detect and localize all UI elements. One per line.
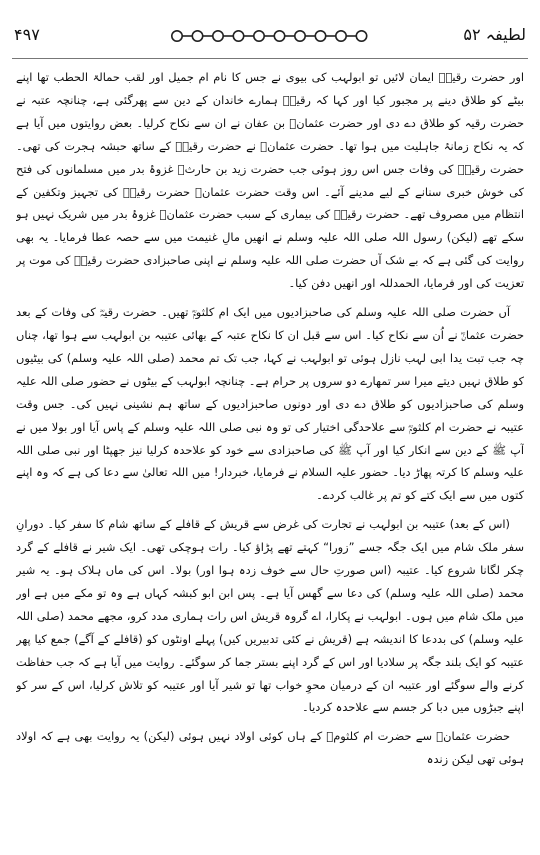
chain-of-rings-ornament-icon [170, 25, 380, 47]
section-label: لطیفہ ۵۲ [463, 24, 526, 44]
paragraph: اور حضرت رقیہؓ ایمان لائیں تو ابولہب کی بیوی نے جس کا نام ام جمیل اور لقب حمالۃ الحطب تھا اپنے بیٹے کو طلاق دینے پر مجبور کیا اور کہا کہ رقیہؓ ہمارے خاندان کے دین سے پھرگئی ہے، چنانچہ عتبہ نے حضرت رقیہ کو طلاق دے دی اور حضرت عثمانؓ بن عفان نے ان سے نکاح کرلیا۔ بعض روایتوں میں آیا ہے کہ یہ نکاح زمانۂ جاہلیت میں ہوا تھا۔ حضرت عثمانؓ نے حضرت رقیہؓ کے ساتھ حبشہ ہجرت کی تھی۔ حضرت رقیہؓ کی وفات جس اس روز ہوئی جب حضرت زید بن حارثؓ غزوۂ بدر میں مسلمانوں کی فتح کی خوش خبری سنانے کے لیے مدینے آئے۔ اس وقت حضرت عثمانؓ حضرت رقیہؓ کی تجہیز وتکفین کے انتظام میں مصروف تھے۔ حضرت رقیہؓ کی بیماری کے سبب حضرت عثمانؓ غزوۂ بدر میں شریک نہیں ہو سکے تھے (لیکن) رسول اللہ صلی اللہ علیہ وسلم نے انھیں مالِ غنیمت میں سے حصہ عطا فرمایا۔ یہ بھی روایت کی گئی ہے کہ بے شک آں حضرت صلی اللہ علیہ وسلم نے اپنی صاحبزادی حضرت رقیہؓ کی موت پر تعزیت کی اور فرمایا، الحمدللہ اور انھیں دفن کیا۔ [16, 70, 524, 291]
page-number: ۴۹۷ [14, 24, 40, 44]
paragraph: (اس کے بعد) عتیبہ بن ابولہب نے تجارت کی غرض سے قریش کے قافلے کے ساتھ شام کا سفر کیا۔ دورانِ سفر ملک شام میں ایک جگہ جسے ”زورا“ کہتے تھے پڑاؤ کیا۔ رات ہوچکی تھی۔ ایک شیر نے قافلے کے گرد چکر لگانا شروع کیا۔ عتیبہ (اس صورتِ حال سے خوف زدہ ہوا اور) بولا۔ اس کی ماں ہلاک ہو۔ یہ شیر محمد (صلی اللہ علیہ وسلم) کی دعا سے گھس آیا ہے۔ پس ابن ابو کبشہ کہاں ہے وہ تو مکے میں ہے اور میں ملک شام میں ہوں۔ ابولہب نے پکارا، اے گروہ قریش اس رات ہماری مدد کرو، مجھے محمد (صلی اللہ علیہ وسلم) کی بددعا کا اندیشہ ہے (قریش نے کئی تدبیریں کیں) پہلے اونٹوں کو (قافلے کے آگے) جمع کیا پھر عتیبہ کو ایک بلند جگہ پر سلادیا اور اس کے گرد اپنے بستر جما کر سوگئے۔ روایت میں آیا ہے کہ جب حفاظت کرنے والے سوگئے اور عتیبہ ان کے درمیان محوِ خواب تھا تو شیر آیا اور عتیبہ کو تلاش کرلیا، اس کے سر کو اپنے جبڑوں میں دبا کر جسم سے علاحدہ کردیا۔ [16, 517, 524, 715]
header-divider [12, 58, 528, 59]
paragraph: حضرت عثمانؓ سے حضرت ام کلثومؓ کے ہاں کوئی اولاد نہیں ہوئی (لیکن) یہ روایت بھی ہے کہ اولاد ہوئی تھی لیکن زندہ [16, 729, 524, 767]
page-body [16, 66, 524, 851]
paragraph: آں حضرت صلی اللہ علیہ وسلم کی صاحبزادیوں میں ایک ام کلثومؓ تھیں۔ حضرت رقیہؓ کی وفات کے بعد حضرت عثمانؓ نے اُن سے نکاح کیا۔ اس سے قبل ان کا نکاح عتبہ کے بھائی عتیبہ بن ابولہب سے ہوا تھا، چناں چہ جب تبت یدا ابی لہب نازل ہوئی تو ابولہب نے کہا، جب تک تم محمد (صلی اللہ علیہ وسلم) کی بیٹیوں کو طلاق نہیں دیتے میرا سر تمھارے دو سروں پر حرام ہے۔ چنانچہ ابولہب کے بیٹوں نے حضور صلی اللہ علیہ وسلم کی صاحبزادیوں کو طلاق دے دی اور دونوں صاحبزادیوں کے ساتھ ہم نشینی نہیں کی۔ جس وقت عتیبہ نے حضرت ام کلثومؓ سے علاحدگی اختیار کی تو وہ نبی صلی اللہ علیہ وسلم کے پاس آیا اور بولا میں نے آپ ﷺ کے دین سے انکار کیا اور آپ ﷺ کی صاحبزادی سے خود کو علاحدہ کرلیا نیز جھپٹا اور نبی صلی اللہ علیہ وسلم کا کرتہ پھاڑ دیا۔ حضور علیہ السلام نے فرمایا، خبردار! میں اللہ تعالیٰ سے دعا کی ہے کہ وہ اپنے کتوں میں سے ایک کتے کو تم پر غالب کردے۔ [16, 305, 524, 503]
